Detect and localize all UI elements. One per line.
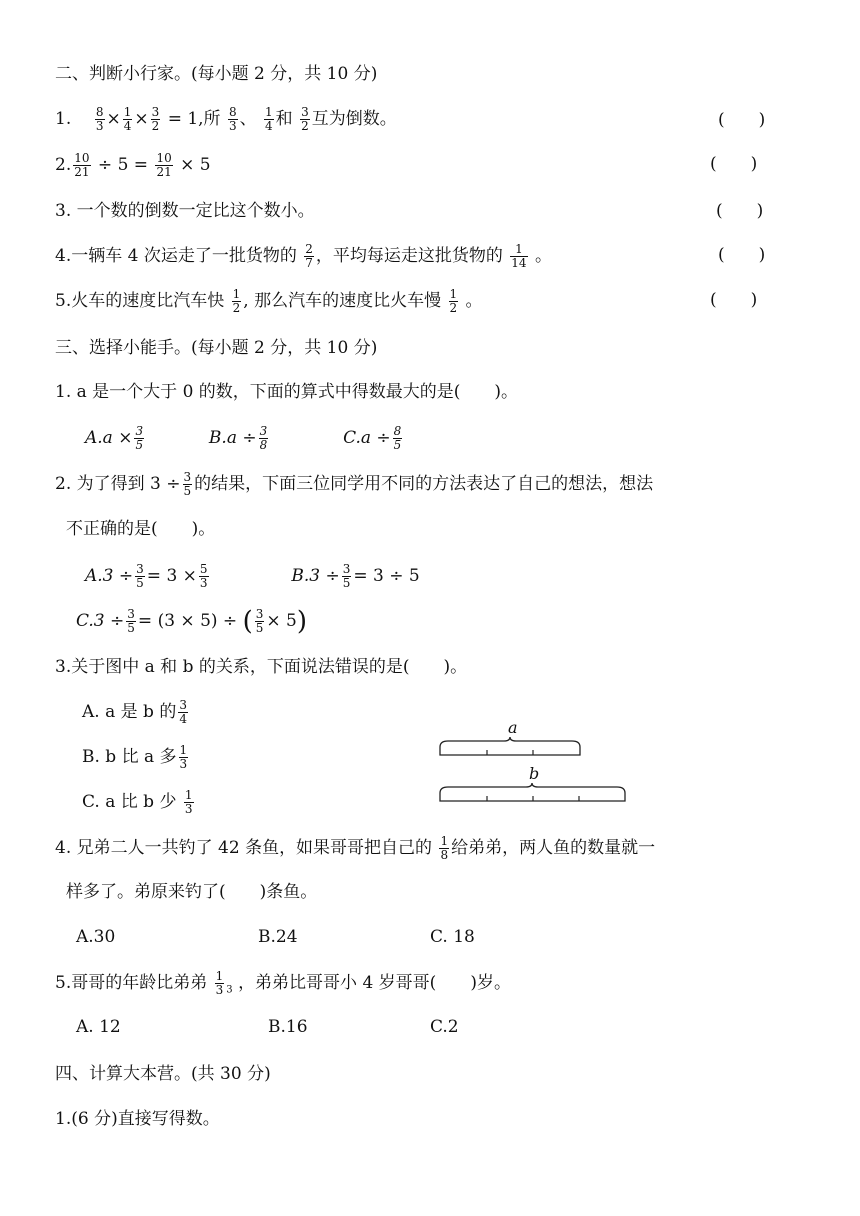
judge-q2: 2. $\frac{10}{21}$ ÷ 5 = $\frac{10}{21}$ × 5 bbox=[55, 151, 211, 179]
fraction: $\frac{8}{3}$ bbox=[228, 105, 237, 133]
section-3-title: 三、选择小能手。(每小题 2 分，共 10 分) bbox=[55, 338, 378, 358]
label-b: b bbox=[529, 764, 540, 783]
choice-q5-stem: 5.哥哥的年龄比弟弟 $\frac{1}{3}$ $_3$ ，弟弟比哥哥小 4 岁哥哥( )岁。 bbox=[55, 969, 511, 997]
option-b[interactable]: B. b 比 a 多 $\frac{1}{3}$ bbox=[82, 743, 188, 771]
calc-q1: 1.(6 分)直接写得数。 bbox=[55, 1109, 220, 1129]
judge-q1-text: = 1,所 bbox=[167, 109, 221, 129]
section-2-title: 二、判断小行家。(每小题 2 分，共 10 分) bbox=[55, 64, 378, 84]
option-c[interactable]: C. a 比 b 少 $\frac{1}{3}$ bbox=[82, 788, 193, 816]
answer-paren[interactable]: ( ) bbox=[718, 245, 766, 265]
option-a[interactable]: A. 12 bbox=[76, 1017, 121, 1037]
judge-q1-number: 1. bbox=[55, 109, 72, 129]
choice-q1-stem: 1. a 是一个大于 0 的数，下面的算式中得数最大的是( )。 bbox=[55, 382, 519, 402]
label-a: a bbox=[508, 718, 518, 737]
option-c[interactable]: C.2 bbox=[430, 1017, 459, 1037]
fraction: $\frac{10}{21}$ bbox=[156, 151, 172, 179]
judge-q4: 4.一辆车 4 次运走了一批货物的 $\frac{2}{7}$ ，平均每运走这批货物的 $\frac{1}{14}$ 。 bbox=[55, 242, 552, 270]
judge-q5: 5.火车的速度比汽车快 $\frac{1}{2}$ , 那么汽车的速度比火车慢 $\frac{1}{2}$ 。 bbox=[55, 287, 483, 315]
segment-diagram bbox=[430, 715, 640, 810]
section-4-title: 四、计算大本营。(共 30 分) bbox=[55, 1064, 271, 1084]
judge-q3: 3. 一个数的倒数一定比这个数小。 bbox=[55, 201, 315, 221]
fraction: $\frac{8}{3}$ bbox=[95, 105, 104, 133]
option-b[interactable]: B.16 bbox=[268, 1017, 308, 1037]
choice-q4-stem-cont: 样多了。弟原来钓了( )条鱼。 bbox=[66, 882, 318, 902]
option-a[interactable]: A.a × $\frac{3}{5}$ bbox=[85, 424, 144, 452]
answer-paren[interactable]: ( ) bbox=[718, 110, 766, 130]
fraction: $\frac{1}{4}$ bbox=[265, 105, 273, 133]
choice-q2-stem-cont: 不正确的是( )。 bbox=[66, 519, 216, 539]
answer-paren[interactable]: ( ) bbox=[716, 201, 764, 221]
segment-a-top bbox=[440, 737, 580, 747]
segment-b-top bbox=[440, 783, 625, 793]
fraction: $\frac{2}{7}$ bbox=[305, 242, 313, 270]
option-c[interactable]: C.a ÷ $\frac{8}{5}$ bbox=[343, 424, 402, 452]
choice-q2-option-c[interactable]: C.3 ÷ $\frac{3}{5}$ = (3 × 5) ÷ ( $\frac{3}{5}$ × 5) bbox=[76, 606, 307, 637]
answer-paren[interactable]: ( ) bbox=[710, 154, 758, 174]
option-b[interactable]: B.24 bbox=[258, 927, 298, 947]
segment-a-brace bbox=[440, 747, 580, 755]
choice-q1-options bbox=[85, 425, 404, 452]
choice-q2-stem: 2. 为了得到 3 ÷ $\frac{3}{5}$ 的结果，下面三位同学用不同的方法表达了自己的想法，想法 bbox=[55, 470, 654, 498]
answer-paren[interactable]: ( ) bbox=[710, 290, 758, 310]
option-c[interactable]: C. 18 bbox=[430, 927, 475, 947]
fraction: $\frac{1}{14}$ bbox=[511, 242, 527, 270]
option-b[interactable]: B.3 ÷ $\frac{3}{5}$ = 3 ÷ 5 bbox=[291, 562, 420, 590]
option-a[interactable]: A.30 bbox=[76, 927, 116, 947]
choice-q3-stem: 3.关于图中 a 和 b 的关系，下面说法错误的是( )。 bbox=[55, 657, 468, 677]
choice-q2-options-ab bbox=[85, 563, 420, 590]
fraction: $\frac{1}{4}$ bbox=[123, 105, 132, 133]
fraction: $\frac{10}{21}$ bbox=[74, 151, 90, 179]
choice-q4-stem: 4. 兄弟二人一共钓了 42 条鱼，如果哥哥把自己的 $\frac{1}{8}$ 给弟弟，两人鱼的数量就一 bbox=[55, 834, 656, 862]
option-a[interactable]: A. a 是 b 的 $\frac{3}{4}$ bbox=[82, 698, 187, 726]
fraction: $\frac{3}{2}$ bbox=[301, 105, 309, 133]
fraction: $\frac{1}{2}$ bbox=[449, 287, 458, 315]
option-b[interactable]: B.a ÷ $\frac{3}{8}$ bbox=[208, 424, 268, 452]
option-a[interactable]: A.3 ÷ $\frac{3}{5}$ = 3 × $\frac{5}{3}$ bbox=[85, 562, 208, 590]
fraction: $\frac{3}{2}$ bbox=[151, 105, 160, 133]
fraction: $\frac{1}{2}$ bbox=[232, 287, 241, 315]
judge-q1: 1. $\frac{8}{3}$ × $\frac{1}{4}$ × $\frac{3}{2}$ = 1,所 $\frac{8}{3}$ 、 $\frac{1}{4}$ 和 $\frac{3}{2}$ 互为倒数。 bbox=[55, 105, 397, 133]
